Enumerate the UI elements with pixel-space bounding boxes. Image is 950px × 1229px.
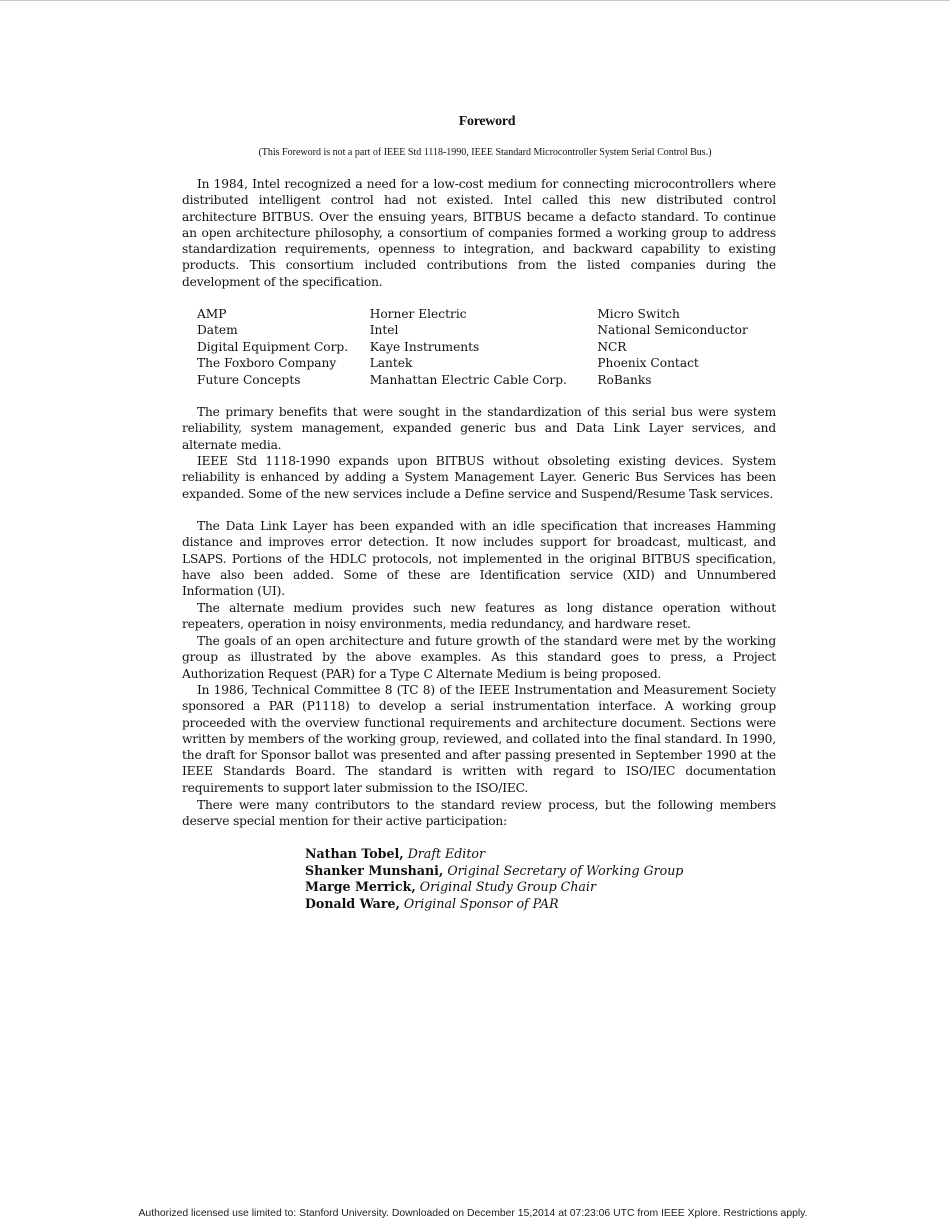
company-name: The Foxboro Company <box>197 356 337 371</box>
company-name: Horner Electric <box>369 307 467 321</box>
contributor-entry <box>305 846 683 863</box>
contributor-name: Marge Merrick, <box>305 879 416 894</box>
contributor-name: Nathan Tobel, <box>305 846 404 861</box>
company-name: Kaye Instruments <box>369 339 480 354</box>
company-row <box>197 339 787 355</box>
goals-paragraph: The goals of an open architecture and future growth of the standard were met by the working group as illustrated by the above examples. As this standard goes to press, a Project Authorization Request (PAR) for a Type C Alternate Medium is being proposed. <box>182 634 776 681</box>
company-list <box>197 306 787 388</box>
company-name: NCR <box>597 339 627 354</box>
data-link-paragraph: The Data Link Layer has been expanded with an idle specification that increases Hamming distance and improves error detection. It now includes support for broadcast, multicast, and LSAPS. Portions of the HDLC protocols, not implemented in the original BITBUS specification, have also been added. Some of these are Identification service (XID) and Unnumbered Information (UI). <box>182 519 776 599</box>
contributor-entry <box>305 863 683 880</box>
company-name: Intel <box>369 323 399 338</box>
contributor-role: Original Secretary of Working Group <box>447 862 684 878</box>
company-row <box>197 355 787 371</box>
contributor-list <box>305 846 683 912</box>
contributor-name: Shanker Munshani, <box>305 862 444 878</box>
contributor-role: Original Study Group Chair <box>419 879 596 894</box>
contributor-role: Original Sponsor of PAR <box>403 895 559 911</box>
company-row <box>197 306 787 322</box>
contributor-entry <box>305 896 683 913</box>
intro-paragraph: In 1984, Intel recognized a need for a low-cost medium for connecting microcontrollers where distributed intelligent control had not existed. Intel called this new distributed control architecture BITBUS. Over the ensuing years, BITBUS became a defacto standard. To continue an open architecture philosophy, a consortium of companies formed a working group to address standardization requirements, openness to integration, and backward capability to existing products. This consortium included contributions from the listed companies during the development of the specification. <box>182 177 776 289</box>
company-name: AMP <box>197 307 227 321</box>
contributor-entry <box>305 879 683 896</box>
company-name: RoBanks <box>597 372 652 387</box>
company-row <box>197 372 787 388</box>
benefits-paragraph: The primary benefits that were sought in the standardization of this serial bus were system reliability, system management, expanded generic bus and Data Link Layer services, and alternate media. <box>182 405 776 452</box>
contributors-intro-paragraph: There were many contributors to the standard review process, but the following members deserve special mention for their active participation: <box>182 798 776 829</box>
company-name: Micro Switch <box>597 307 680 321</box>
page-title: Foreword <box>458 114 516 129</box>
company-name: Digital Equipment Corp. <box>197 339 349 354</box>
company-name: Datem <box>197 323 238 338</box>
contributor-name: Donald Ware, <box>305 895 400 911</box>
company-name: Manhattan Electric Cable Corp. <box>369 372 567 387</box>
company-name: Future Concepts <box>197 372 301 387</box>
history-paragraph: In 1986, Technical Committee 8 (TC 8) of the IEEE Instrumentation and Measurement Society sponsored a PAR (P1118) to develop a serial instrumentation interface. A working group proceeded with the overview functional requirements and architecture document. Sections were written by members of the working group, reviewed, and collated into the final standard. In 1990, the draft for Sponsor ballot was presented and after passing presented in September 1990 at the IEEE Standards Board. The standard is written with regard to ISO/IEC documentation requirements to support later submission to the ISO/IEC. <box>182 683 776 795</box>
company-row <box>197 322 787 338</box>
foreword-note: (This Foreword is not a part of IEEE Std 1118-1990, IEEE Standard Microcontroller System Serial Control Bus.) <box>258 147 712 158</box>
company-name: National Semiconductor <box>597 323 748 338</box>
company-name: Phoenix Contact <box>597 356 699 371</box>
std-expansion-paragraph: IEEE Std 1118-1990 expands upon BITBUS without obsoleting existing devices. System reliability is enhanced by adding a System Management Layer. Generic Bus Services has been expanded. Some of the new services include a Define service and Suspend/Resume Task services. <box>182 454 776 501</box>
alternate-medium-paragraph: The alternate medium provides such new features as long distance operation without repeaters, operation in noisy environments, media redundancy, and hardware reset. <box>182 601 776 632</box>
license-footer: Authorized licensed use limited to: Stanford University. Downloaded on December 15,2014 at 07:23:06 UTC from IEEE Xplore. Restrictions apply. <box>138 1208 808 1219</box>
company-name: Lantek <box>369 356 413 371</box>
contributor-role: Draft Editor <box>407 846 485 861</box>
